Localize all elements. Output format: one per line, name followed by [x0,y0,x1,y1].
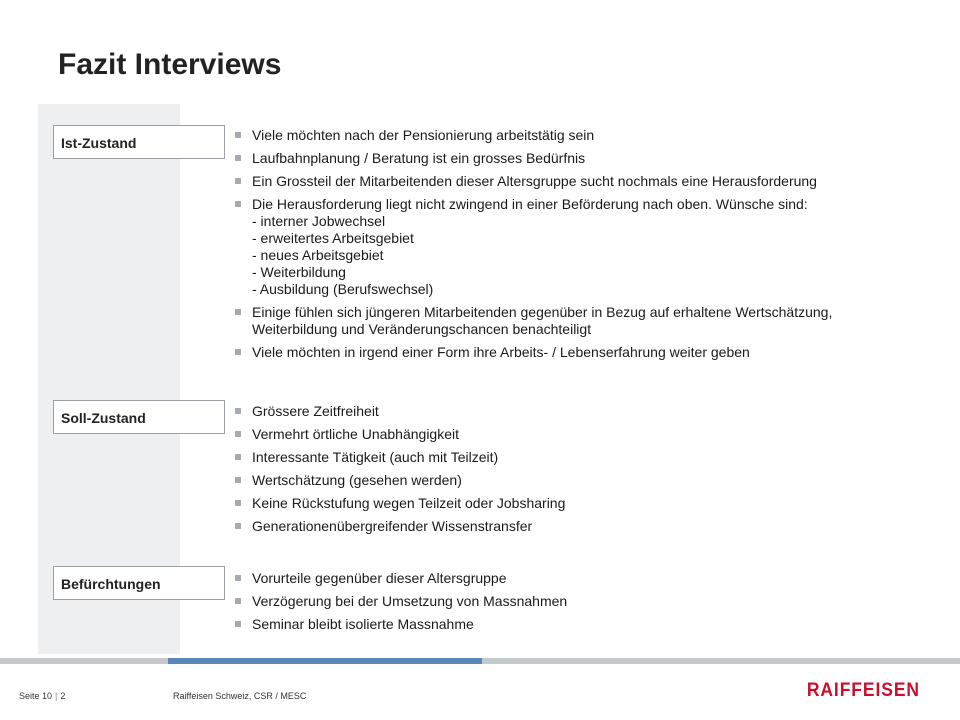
list-item-text: Vermehrt örtliche Unabhängigkeit [252,426,460,442]
bullet-icon [235,454,241,460]
list-item-text: Generationenübergreifender Wissenstransfer [252,518,533,534]
footer-org: Raiffeisen Schweiz, CSR / MESC [173,691,307,701]
list-item [233,472,933,489]
list-item-text: Seminar bleibt isolierte Massnahme [252,616,474,632]
bullet-icon [235,349,241,355]
list-item-text: Keine Rückstufung wegen Teilzeit oder Jobsharing [252,495,566,511]
list-item [233,449,933,466]
label-befuerchtungen: Befürchtungen [53,566,225,600]
list-item-text: Interessante Tätigkeit (auch mit Teilzeit) [252,449,499,465]
list-item [233,518,933,535]
befuerchtungen-list [233,570,933,639]
bullet-icon [235,621,241,627]
soll-zustand-list [233,403,933,541]
list-item [233,593,933,610]
bullet-icon [235,431,241,437]
bullet-icon [235,201,241,207]
footer-bar-grey-right [482,658,960,664]
bullet-icon [235,500,241,506]
list-item [233,403,933,420]
page-label: Seite 10 [19,691,53,701]
list-item-text: Viele möchten in irgend einer Form ihre Arbeits- / Lebenserfahrung weiter geben [252,344,750,360]
bullet-icon [235,178,241,184]
list-item-text: Laufbahnplanung / Beratung ist ein grosses Bedürfnis [252,150,586,166]
bullet-icon [235,575,241,581]
list-item-text: Viele möchten nach der Pensionierung arbeitstätig sein [252,127,595,143]
page-title: Fazit Interviews [58,48,282,81]
bullet-icon [235,408,241,414]
list-item [233,344,933,361]
label-ist-zustand: Ist-Zustand [53,125,225,159]
bullet-icon [235,155,241,161]
list-item-text: Vorurteile gegenüber dieser Altersgruppe [252,570,507,586]
list-item [233,304,933,338]
list-item [233,495,933,512]
list-item-text: Ein Grossteil der Mitarbeitenden dieser Altersgruppe sucht nochmals eine Herausforderung [252,173,817,189]
bullet-icon [235,309,241,315]
raiffeisen-logo: RAIFFEISEN [806,680,920,701]
page-number [19,691,65,701]
bullet-icon [235,523,241,529]
label-soll-zustand: Soll-Zustand [53,400,225,434]
page-num: 2 [60,691,66,701]
footer-bar-grey-left [0,658,168,664]
list-item [233,196,933,298]
page-separator: | [55,691,58,701]
list-item [233,570,933,587]
bullet-icon [235,598,241,604]
list-item [233,616,933,633]
list-item-text: Einige fühlen sich jüngeren Mitarbeitenden gegenüber in Bezug auf erhaltene Wertschätzung, Weiterbildung und Veränderungschancen benachteiligt [252,304,833,337]
list-item [233,150,933,167]
ist-zustand-list [233,127,933,367]
bullet-icon [235,132,241,138]
footer-bar-blue [168,658,482,664]
bullet-icon [235,477,241,483]
list-item [233,127,933,144]
list-item-text: Die Herausforderung liegt nicht zwingend in einer Beförderung nach oben. Wünsche sind: - interner Jobwechsel - erweitertes Arbeitsgebiet - neues Arbeitsgebiet - Weiterbildung - Ausbildung (Berufswechsel) [252,196,808,297]
list-item-text: Wertschätzung (gesehen werden) [252,472,462,488]
list-item [233,173,933,190]
list-item [233,426,933,443]
list-item-text: Grössere Zeitfreiheit [252,403,379,419]
list-item-text: Verzögerung bei der Umsetzung von Massnahmen [252,593,568,609]
